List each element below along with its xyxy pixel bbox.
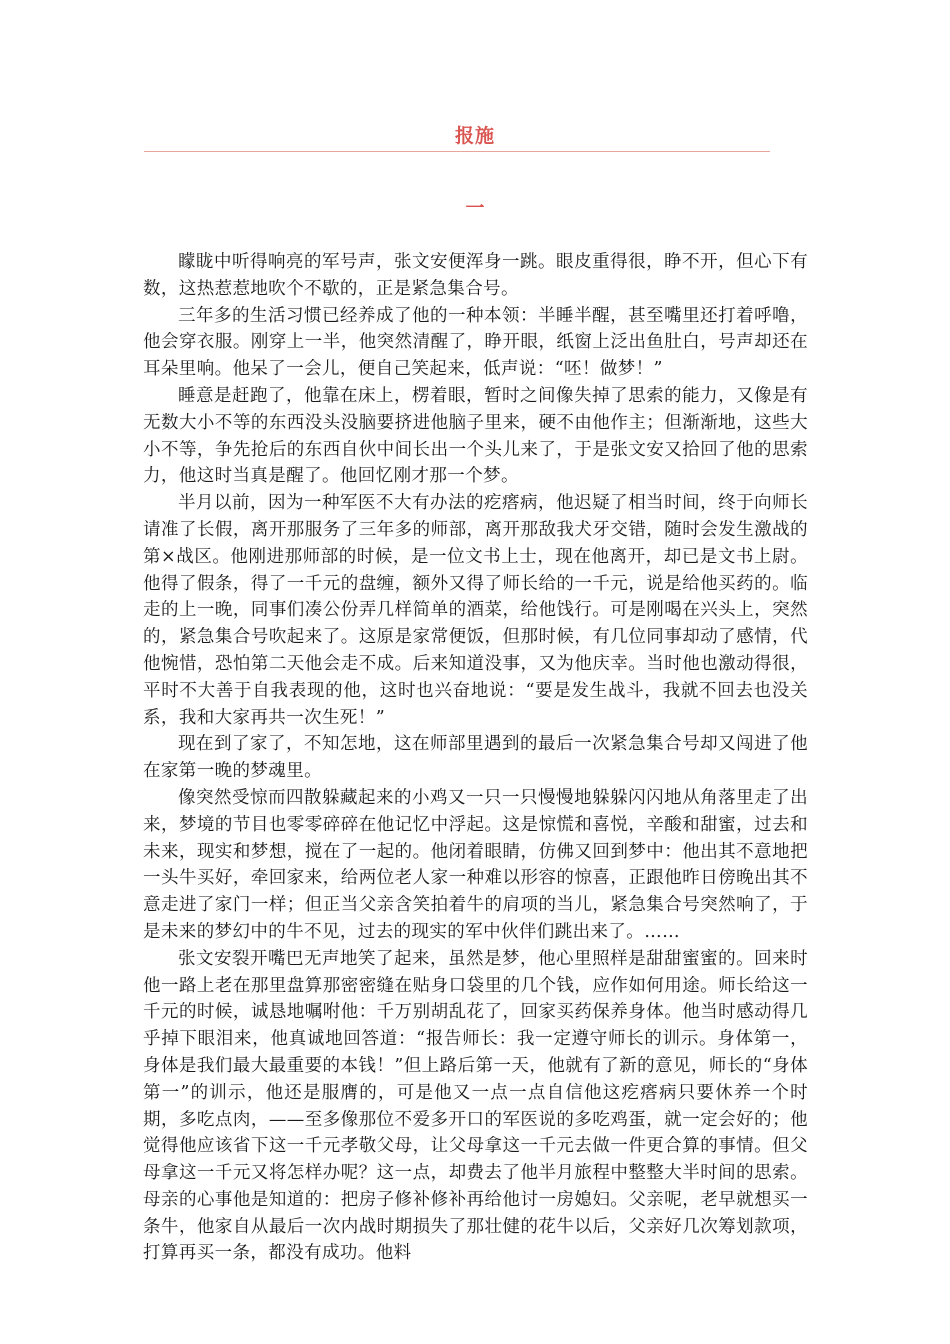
paragraph-2: 三年多的生活习惯已经养成了他的一种本领：半睡半醒，甚至嘴里还打着呼噜，他会穿衣服。刚穿上一半，他突然清醒了，睁开眼，纸窗上泛出鱼肚白，号声却还在耳朵里响。他呆了一会儿，便自己笑起来，低声说：“呸！做梦！” <box>143 305 808 380</box>
chapter-heading: 一 <box>465 197 485 219</box>
paragraph-1: 矇眬中听得响亮的军号声，张文安便浑身一跳。眼皮重得很，睁不开，但心下有数，这热惹惹地吹个不歇的，正是紧急集合号。 <box>143 252 808 299</box>
paragraph-3: 睡意是赶跑了，他靠在床上，楞着眼，暂时之间像失掉了思索的能力，又像是有无数大小不等的东西没头没脑要挤进他脑子里来，硬不由他作主；但渐渐地，这些大小不等，争先抢后的东西自伙中间长出一个头儿来了，于是张文安又拾回了他的思索力，他这时当真是醒了。他回忆刚才那一个梦。 <box>143 385 808 487</box>
article-body <box>143 249 808 1267</box>
page-title: 报施 <box>454 125 495 147</box>
paragraph-5: 现在到了家了，不知怎地，这在师部里遇到的最后一次紧急集合号却又闯进了他在家第一晚的梦魂里。 <box>143 734 808 782</box>
paragraph-7: 张文安裂开嘴巴无声地笑了起来，虽然是梦，他心里照样是甜甜蜜蜜的。回来时他一路上老在那里盘算那密密缝在贴身口袋里的几个钱，应作如何用途。师长给这一千元的时候，诚恳地嘱咐他：千万别胡乱花了，回家买药保养身体。他当时感动得几乎掉下眼泪来，他真诚地回答道：“报告师长：我一定遵守师长的训示。身体第一，身体是我们最大最重要的本钱！”但上路后第一天，他就有了新的意见，师长的“身体第一”的训示，他还是服膺的，可是他又一点一点自信他这疙瘩病只要休养一个时期，多吃点肉，——至多像那位不爱多开口的军医说的多吃鸡蛋，就一定会好的；他觉得他应该省下这一千元孝敬父母，让父母拿这一千元去做一件更合算的事情。但父母拿这一千元又将怎样办呢？这一点，却费去了他半月旅程中整整大半时间的思索。母亲的心事他是知道的：把房子修补修补再给他讨一房媳妇。父亲呢，老早就想买一条牛，他家自从最后一次内战时期损失了那壮健的花牛以后，父亲好几次筹划款项，打算再买一条，都没有成功。他料 <box>143 948 808 1264</box>
paragraph-4: 半月以前，因为一种军医不大有办法的疙瘩病，他迟疑了相当时间，终于向师长请准了长假，离开那服务了三年多的师部，离开那敌我犬牙交错，随时会发生激战的第×战区。他刚进那师部的时候，是一位文书上士，现在他离开，却已是文书上尉。他得了假条，得了一千元的盘缠，额外又得了师长给的一千元，说是给他买药的。临走的上一晚，同事们凑公份弄几样简单的酒菜，给他饯行。可是刚喝在兴头上，突然的，紧急集合号吹起来了。这原是家常便饭，但那时候，有几位同事却动了感情，代他惋惜，恐怕第二天他会走不成。后来知道没事，又为他庆幸。当时他也激动得很，平时不大善于自我表现的他，这时也兴奋地说：“要是发生战斗，我就不回去也没关系，我和大家再共一次生死！” <box>143 493 808 728</box>
paragraph-6: 像突然受惊而四散躲藏起来的小鸡又一只一只慢慢地躲躲闪闪地从角落里走了出来，梦境的节目也零零碎碎在他记忆中浮起。这是惊慌和喜悦，辛酸和甜蜜，过去和未来，现实和梦想，搅在了一起的。他闭着眼睛，仿佛又回到梦中：他出其不意地把一头牛买好，牵回家来，给两位老人家一种难以形容的惊喜，正跟他昨日傍晚出其不意走进了家门一样；但正当父亲含笑拍着牛的肩项的当儿，紧急集合号突然响了，于是未来的梦幻中的牛不见，过去的现实的军中伙伴们跳出来了。…… <box>143 787 808 942</box>
title-divider <box>144 151 770 152</box>
